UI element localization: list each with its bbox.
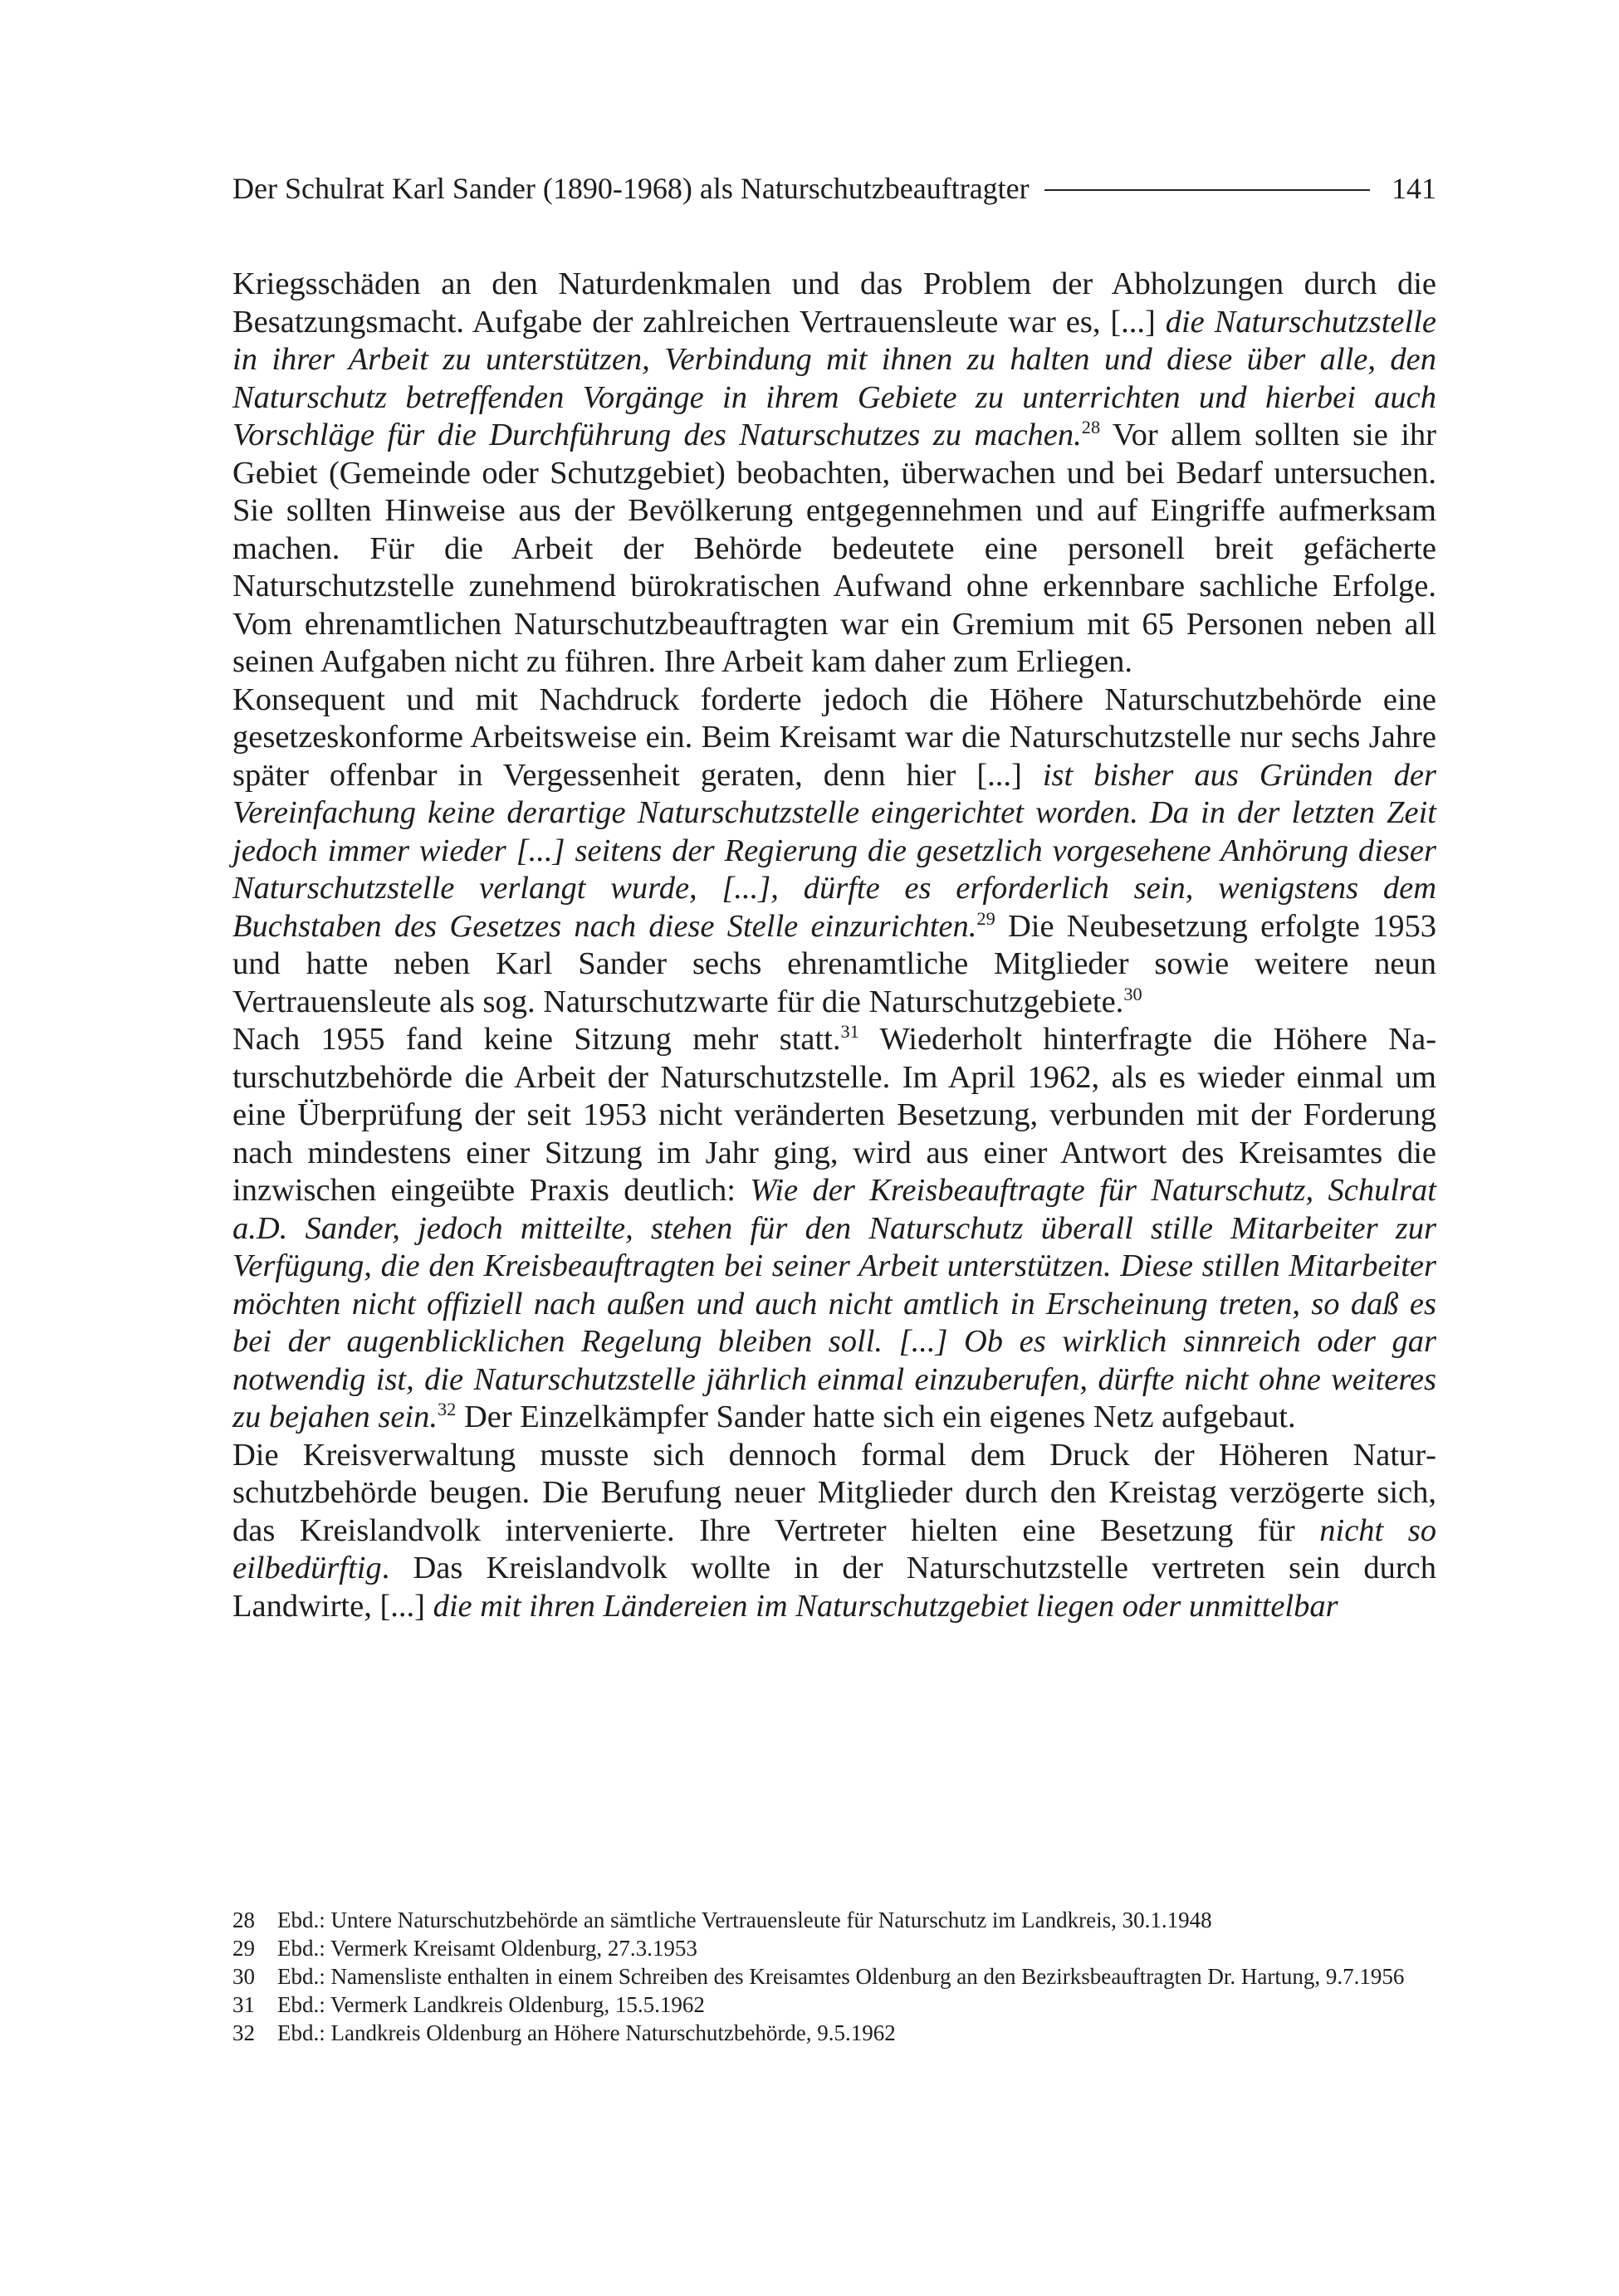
footnote — [232, 1906, 1436, 1934]
main-text — [232, 266, 1436, 1625]
footnote — [232, 1962, 1436, 1991]
quote-run: die Naturschutzstelle in ihrer Arbeit zu unterstützen, Verbindung mit ihnen zu halten und diese über alle, den Naturschutz betreffenden Vorgänge in ihrem Gebiete zu unterrichten und hierbei auch Vorschläge für die Durchführung des Naturschutzes zu machen. — [232, 304, 1436, 452]
text-run: Die Kreisverwaltung musste sich dennoch formal dem Druck der Höheren Naturschutzbehörde beugen. Die Berufung neuer Mitglieder durch den Kreistag verzögerte sich, das Kreislandvolk intervenierte. Ihre Vertreter hielten eine Besetzung für — [232, 1437, 1436, 1548]
footnote-text: Ebd.: Landkreis Oldenburg an Höhere Naturschutzbehörde, 9.5.1962 — [277, 2020, 896, 2045]
running-header — [232, 171, 1436, 206]
text-run: Vor allem sollten sie ihr Gebiet (Gemeinde oder Schutzgebiet) beobachten, überwachen und bei Bedarf untersuchen. Sie sollten Hinweise aus der Bevölkerung entgegennehmen und auf Eingriffe aufmerksam machen. Für die Arbeit der Behörde bedeutete eine personell breit gefächerte Naturschutzstelle zunehmend bürokratischen Aufwand ohne erkennbare sachliche Erfolge. Vom ehrenamtlichen Naturschutzbeauftragten war ein Gremium mit 65 Personen neben all seinen Aufgaben nicht zu führen. Ihre Arbeit kam daher zum Erliegen. — [232, 418, 1437, 679]
quote-run: die mit ihren Ländereien im Naturschutzgebiet liegen oder unmittelbar — [433, 1588, 1338, 1624]
running-title: Der Schulrat Karl Sander (1890-1968) als Naturschutzbeauftragter — [232, 172, 1030, 205]
text-run: Kriegsschäden an den Naturdenkmalen und das Problem der Abholzungen durch die Besatzungsmacht. Aufgabe der zahlreichen Vertrauensleute war es, [...] — [232, 266, 1436, 340]
header-rule — [1044, 189, 1370, 191]
footnote-text: Ebd.: Vermerk Kreisamt Oldenburg, 27.3.1953 — [277, 1936, 697, 1961]
footnote-number: 30 — [232, 1964, 255, 1989]
quote-run: nicht so eilbedürftig — [232, 1512, 1436, 1585]
footnote — [232, 1934, 1436, 1962]
footnote — [232, 2019, 1436, 2047]
page-number: 141 — [1392, 172, 1436, 205]
footnote-text: Ebd.: Untere Naturschutzbehörde an sämtliche Vertrauensleute für Naturschutz im Landkreis, 30.1.1948 — [277, 1908, 1212, 1932]
paragraph — [232, 1021, 1436, 1437]
footnotes — [232, 1906, 1436, 2047]
text-run: Konsequent und mit Nachdruck forderte jedoch die Höhere Naturschutzbehörde eine gesetzeskonforme Arbeitsweise ein. Beim Kreisamt war die Naturschutzstelle nur sechs Jahre später offenbar in Vergessenheit geraten, denn hier [...] — [232, 681, 1436, 793]
text-run: Nach 1955 fand keine Sitzung mehr statt. — [232, 1022, 841, 1057]
paragraph — [232, 1437, 1436, 1626]
footnote-ref[interactable]: 30 — [1123, 983, 1142, 1004]
paragraph — [232, 266, 1436, 681]
footnote-ref[interactable]: 28 — [1081, 417, 1101, 438]
footnote-number: 28 — [232, 1908, 255, 1932]
text-run: Wiederholt hinterfragte die Höhere Naturschutzbehörde die Arbeit der Naturschutzstelle. Im April 1962, als es wieder einmal um eine Überprüfung der seit 1953 nicht veränderten Besetzung, verbunden mit der Forderung nach mindestens einer Sitzung im Jahr ging, wird aus einer Antwort des Kreisamtes die inzwischen eingeübte Praxis deutlich: — [232, 1022, 1437, 1208]
footnote-ref[interactable]: 31 — [840, 1021, 859, 1043]
quote-run: Wie der Kreisbeauftragte für Naturschutz, Schulrat a.D. Sander, jedoch mitteilte, stehen für den Naturschutz überall stille Mitarbeiter zur Verfügung, die den Kreisbeauftragten bei seiner Arbeit unterstützen. Diese stillen Mitarbeiter möchten nicht offiziell nach außen und auch nicht amtlich in Erscheinung treten, so daß es bei der augenblicklichen Regelung bleiben soll. [...] Ob es wirklich sinnreich oder gar notwendig ist, die Naturschutzstelle jährlich einmal einzuberufen, dürfte nicht ohne weiteres zu bejahen sein. — [232, 1173, 1436, 1434]
footnote-number: 29 — [232, 1936, 255, 1961]
quote-run: ist bisher aus Gründen der Vereinfachung keine derartige Naturschutzstelle eingerichtet worden. Da in der letzten Zeit jedoch immer wieder [...] seitens der Regierung die gesetzlich vorgesehene Anhörung dieser Naturschutzstelle verlangt wurde, [...], dürfte es erforderlich sein, wenigstens dem Buchstaben des Gesetzes nach diese Stelle einzurichten. — [232, 757, 1436, 944]
text-run: Der Einzelkämpfer Sander hatte sich ein eigenes Netz aufgebaut. — [456, 1400, 1296, 1434]
footnote-ref[interactable]: 29 — [976, 907, 995, 929]
footnote-text: Ebd.: Namensliste enthalten in einem Schreiben des Kreisamtes Oldenburg an den Bezirksbeauftragten Dr. Hartung, 9.7.1956 — [277, 1964, 1405, 1989]
text-run: . Das Kreislandvolk wollte in der Naturschutzstelle vertreten sein durch Landwirte, [...] — [232, 1551, 1436, 1624]
paragraph — [232, 681, 1436, 1022]
footnote-ref[interactable]: 32 — [438, 1399, 457, 1420]
footnote-number: 31 — [232, 1992, 255, 2017]
footnote-text: Ebd.: Vermerk Landkreis Oldenburg, 15.5.1962 — [277, 1992, 705, 2017]
footnote-number: 32 — [232, 2020, 255, 2045]
text-run: Die Neubesetzung erfolgte 1953 und hatte neben Karl Sander sechs ehrenamtliche Mitglieder sowie weitere neun Vertrauensleute als sog. Naturschutzwarte für die Naturschutzgebiete. — [232, 908, 1437, 1019]
footnote — [232, 1991, 1436, 2019]
